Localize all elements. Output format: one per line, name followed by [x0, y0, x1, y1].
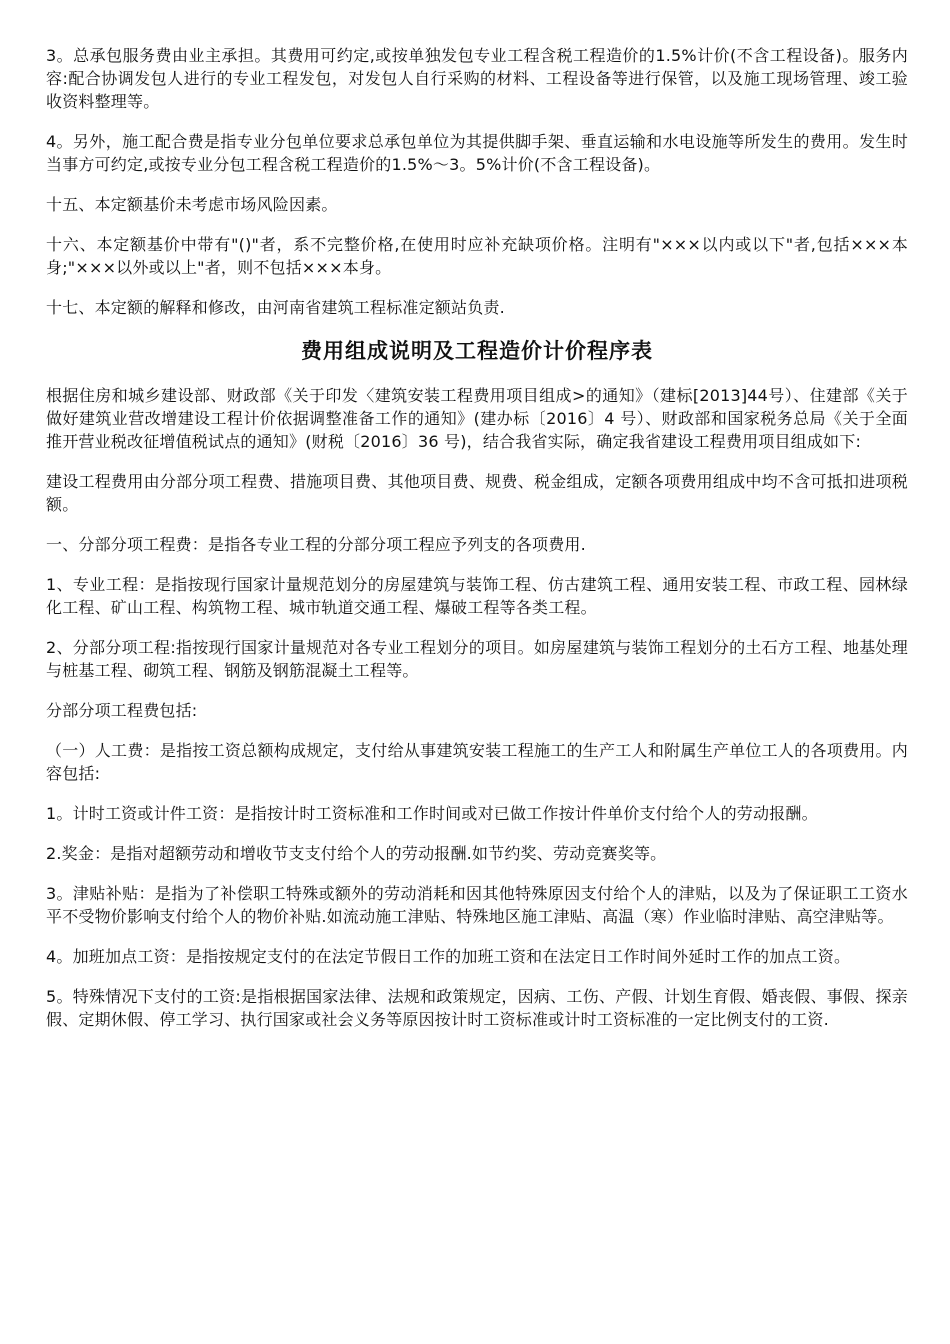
paragraph-cost-composition: 建设工程费用由分部分项工程费、措施项目费、其他项目费、规费、税金组成，定额各项费用组成中均不含可抵扣进项税额。	[46, 472, 908, 514]
document-page	[46, 44, 908, 1048]
paragraph-labor-cost: （一）人工费：是指按工资总额构成规定，支付给从事建筑安装工程施工的生产工人和附属生产单位工人的各项费用。内容包括:	[46, 741, 908, 783]
paragraph-bonus: 2.奖金：是指对超额劳动和增收节支支付给个人的劳动报酬.如节约奖、劳动竞赛奖等。	[46, 844, 667, 863]
paragraph-item-17: 十七、本定额的解释和修改，由河南省建筑工程标准定额站负责.	[46, 298, 505, 317]
paragraph-special-wage: 5。特殊情况下支付的工资:是指根据国家法律、法规和政策规定，因病、工伤、产假、计划生育假、婚丧假、事假、探亲假、定期休假、停工学习、执行国家或社会义务等原因按计时工资标准或计时工资标准的一定比例支付的工资.	[46, 987, 908, 1029]
section-heading: 费用组成说明及工程造价计价程序表	[301, 339, 653, 363]
paragraph-allowance: 3。津贴补贴：是指为了补偿职工特殊或额外的劳动消耗和因其他特殊原因支付给个人的津贴，以及为了保证职工工资水平不受物价影响支付给个人的物价补贴.如流动施工津贴、特殊地区施工津贴、高温（寒）作业临时津贴、高空津贴等。	[46, 884, 908, 926]
paragraph-professional-engineering: 1、专业工程：是指按现行国家计量规范划分的房屋建筑与装饰工程、仿古建筑工程、通用安装工程、市政工程、园林绿化工程、矿山工程、构筑物工程、城市轨道交通工程、爆破工程等各类工程。	[46, 575, 908, 617]
paragraph-basis: 根据住房和城乡建设部、财政部《关于印发〈建筑安装工程费用项目组成>的通知》（建标[2013]44号）、住建部《关于做好建筑业营改增建设工程计价依据调整准备工作的通知》(建办标〔2016〕4 号）、财政部和国家税务总局《关于全面推开营业税改征增值税试点的通知》(财税〔2016〕36 号)，结合我省实际，确定我省建设工程费用项目组成如下:	[46, 386, 908, 451]
paragraph-item-15: 十五、本定额基价未考虑市场风险因素。	[46, 195, 338, 214]
paragraph-time-wage: 1。计时工资或计件工资：是指按计时工资标准和工作时间或对已做工作按计件单价支付给个人的劳动报酬。	[46, 804, 818, 823]
paragraph-general-contract-fee: 3。总承包服务费由业主承担。其费用可约定,或按单独发包专业工程含税工程造价的1.5%计价(不含工程设备)。服务内容:配合协调发包人进行的专业工程发包，对发包人自行采购的材料、工程设备等进行保管，以及施工现场管理、竣工验收资料整理等。	[46, 46, 908, 111]
paragraph-construction-coordination-fee: 4。另外，施工配合费是指专业分包单位要求总承包单位为其提供脚手架、垂直运输和水电设施等所发生的费用。发生时当事方可约定,或按专业分包工程含税工程造价的1.5%～3。5%计价(不含工程设备)。	[46, 132, 908, 174]
paragraph-includes: 分部分项工程费包括:	[46, 701, 198, 720]
paragraph-item-16: 十六、本定额基价中带有"()"者，系不完整价格,在使用时应补充缺项价格。注明有"×××以内或以下"者,包括×××本身;"×××以外或以上"者，则不包括×××本身。	[46, 235, 908, 277]
paragraph-overtime-wage: 4。加班加点工资：是指按规定支付的在法定节假日工作的加班工资和在法定日工作时间外延时工作的加点工资。	[46, 947, 851, 966]
paragraph-sub-item-cost: 一、分部分项工程费：是指各专业工程的分部分项工程应予列支的各项费用.	[46, 535, 586, 554]
paragraph-sub-item-engineering: 2、分部分项工程:指按现行国家计量规范对各专业工程划分的项目。如房屋建筑与装饰工程划分的土石方工程、地基处理与桩基工程、砌筑工程、钢筋及钢筋混凝土工程等。	[46, 638, 908, 680]
